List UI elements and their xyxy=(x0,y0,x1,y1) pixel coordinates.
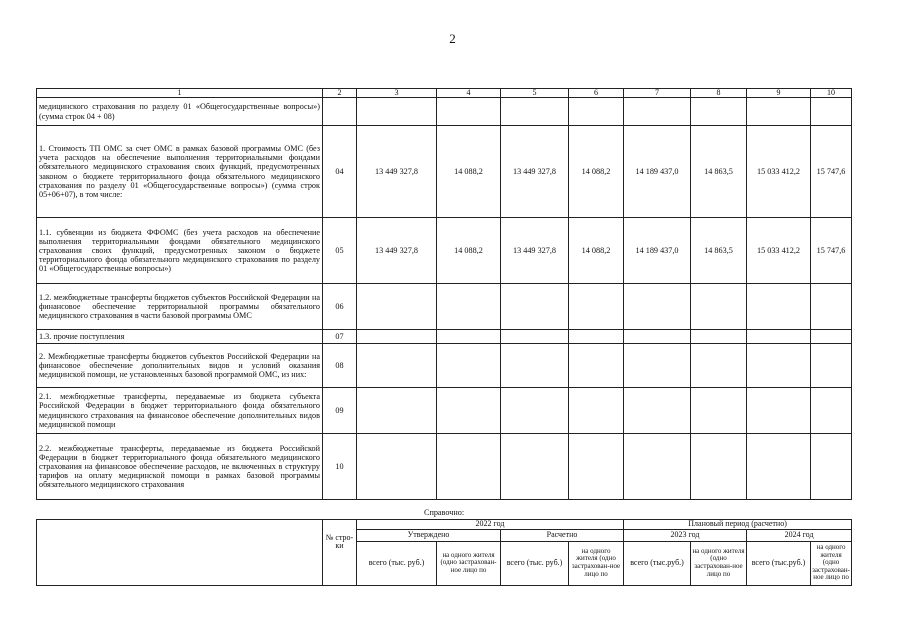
value-cell xyxy=(501,284,569,330)
value-cell: 14 863,5 xyxy=(691,126,747,218)
value-cell: 13 449 327,8 xyxy=(501,218,569,284)
table-row xyxy=(37,98,852,126)
table-row xyxy=(37,218,852,284)
value-cell: 15 747,6 xyxy=(811,218,852,284)
total-header: всего (тыс.руб.) xyxy=(624,541,691,585)
value-cell xyxy=(357,284,437,330)
per-person-header: на одного жителя (одно застрахован-ное лицо по xyxy=(691,541,747,585)
value-cell xyxy=(357,434,437,500)
column-number: 2 xyxy=(323,89,357,98)
total-header: всего (тыс. руб.) xyxy=(501,541,569,585)
financial-table xyxy=(36,88,852,500)
value-cell: 14 863,5 xyxy=(691,218,747,284)
value-cell xyxy=(501,434,569,500)
row-description: 2. Межбюджетные трансферты бюджетов субъектов Российской Федерации на финансовое обеспечение дополнительных видов и условий оказания медицинской помощи, не установленных базовой программой ОМС, из них: xyxy=(37,344,323,388)
row-code: 04 xyxy=(323,126,357,218)
value-cell xyxy=(357,330,437,344)
value-cell xyxy=(811,344,852,388)
value-cell xyxy=(747,98,811,126)
column-number: 3 xyxy=(357,89,437,98)
value-cell xyxy=(747,434,811,500)
value-cell: 14 088,2 xyxy=(569,126,624,218)
value-cell xyxy=(569,388,624,434)
column-number: 8 xyxy=(691,89,747,98)
year-2024-header: 2024 год xyxy=(747,529,852,541)
value-cell xyxy=(691,344,747,388)
value-cell: 14 088,2 xyxy=(569,218,624,284)
value-cell xyxy=(501,98,569,126)
total-header: всего (тыс. руб.) xyxy=(357,541,437,585)
column-number-row xyxy=(37,89,852,98)
table-row xyxy=(37,126,852,218)
value-cell xyxy=(624,344,691,388)
reference-title: Справочно: xyxy=(37,509,852,519)
column-number: 1 xyxy=(37,89,323,98)
value-cell xyxy=(691,388,747,434)
value-cell xyxy=(624,284,691,330)
value-cell xyxy=(811,98,852,126)
row-code xyxy=(323,98,357,126)
value-cell: 14 189 437,0 xyxy=(624,126,691,218)
value-cell xyxy=(569,98,624,126)
value-cell xyxy=(624,330,691,344)
column-number: 4 xyxy=(437,89,501,98)
column-number: 6 xyxy=(569,89,624,98)
planning-period-header: Плановый период (расчетно) xyxy=(624,519,852,529)
value-cell: 13 449 327,8 xyxy=(357,126,437,218)
value-cell: 15 033 412,2 xyxy=(747,218,811,284)
value-cell xyxy=(437,388,501,434)
per-person-header: на одного жителя (одно застрахован-ное лицо по xyxy=(811,541,852,585)
value-cell xyxy=(747,388,811,434)
value-cell: 15 033 412,2 xyxy=(747,126,811,218)
column-number: 5 xyxy=(501,89,569,98)
value-cell xyxy=(811,284,852,330)
value-cell xyxy=(357,344,437,388)
value-cell: 14 189 437,0 xyxy=(624,218,691,284)
column-number: 10 xyxy=(811,89,852,98)
value-cell xyxy=(624,98,691,126)
value-cell xyxy=(501,330,569,344)
value-cell xyxy=(569,284,624,330)
value-cell xyxy=(691,98,747,126)
value-cell xyxy=(437,98,501,126)
row-description: 1.3. прочие поступления xyxy=(37,330,323,344)
value-cell xyxy=(437,284,501,330)
value-cell xyxy=(747,344,811,388)
value-cell xyxy=(691,284,747,330)
value-cell xyxy=(501,388,569,434)
table-row xyxy=(37,330,852,344)
row-code: 07 xyxy=(323,330,357,344)
value-cell xyxy=(624,434,691,500)
per-person-header: на одного жителя (одно застрахован-ное лицо по xyxy=(437,541,501,585)
row-code: 08 xyxy=(323,344,357,388)
value-cell xyxy=(437,344,501,388)
row-code: 06 xyxy=(323,284,357,330)
value-cell xyxy=(747,284,811,330)
value-cell xyxy=(747,330,811,344)
per-person-header: на одного жителя (одно застрахован-ное лицо по xyxy=(569,541,624,585)
value-cell xyxy=(569,344,624,388)
value-cell xyxy=(569,330,624,344)
row-description: 1. Стоимость ТП ОМС за счет ОМС в рамках базовой программы ОМС (без учета расходов на обеспечение выполнения территориальными фондами обязательного медицинского страхования своих функций, предусмотренных законом о бюджете территориального фонда обязательного медицинского страхования по разделу 01 «Общегосударственные вопросы») (сумма строк 05+06+07), в том числе: xyxy=(37,126,323,218)
value-cell xyxy=(569,434,624,500)
value-cell: 14 088,2 xyxy=(437,218,501,284)
value-cell xyxy=(811,330,852,344)
row-code: 10 xyxy=(323,434,357,500)
value-cell: 15 747,6 xyxy=(811,126,852,218)
value-cell: 14 088,2 xyxy=(437,126,501,218)
total-header: всего (тыс.руб.) xyxy=(747,541,811,585)
value-cell xyxy=(811,388,852,434)
year-2022-header: 2022 год xyxy=(357,519,624,529)
row-description: 2.1. межбюджетные трансферты, передаваемые из бюджета субъекта Российской Федерации в бюджет территориального фонда обязательного медицинского страхования на финансовое обеспечение дополнительных видов медицинской помощи xyxy=(37,388,323,434)
value-cell xyxy=(437,330,501,344)
row-description: 1.2. межбюджетные трансферты бюджетов субъектов Российской Федерации на финансовое обеспечение территориальной программы обязательного медицинского страхования в части базовой программы ОМС xyxy=(37,284,323,330)
value-cell xyxy=(691,434,747,500)
value-cell: 13 449 327,8 xyxy=(357,218,437,284)
year-2023-header: 2023 год xyxy=(624,529,747,541)
table-row xyxy=(37,344,852,388)
table-row xyxy=(37,284,852,330)
table-row xyxy=(37,388,852,434)
reference-header-table xyxy=(36,509,852,586)
row-description: медицинского страхования по разделу 01 «Общегосударственные вопросы») (сумма строк 04 + 08) xyxy=(37,98,323,126)
value-cell xyxy=(437,434,501,500)
row-code: 09 xyxy=(323,388,357,434)
value-cell xyxy=(624,388,691,434)
value-cell xyxy=(357,98,437,126)
approved-header: Утверждено xyxy=(357,529,501,541)
reference-label-column xyxy=(37,519,323,585)
row-code: 05 xyxy=(323,218,357,284)
value-cell xyxy=(501,344,569,388)
value-cell xyxy=(357,388,437,434)
table-row xyxy=(37,434,852,500)
value-cell xyxy=(691,330,747,344)
column-number: 7 xyxy=(624,89,691,98)
value-cell: 13 449 327,8 xyxy=(501,126,569,218)
estimated-header: Расчетно xyxy=(501,529,624,541)
row-number-header: № стро-ки xyxy=(323,519,357,585)
value-cell xyxy=(811,434,852,500)
column-number: 9 xyxy=(747,89,811,98)
row-description: 2.2. межбюджетные трансферты, передаваемые из бюджета Российской Федерации в бюджет территориального фонда обязательного медицинского страхования на финансовое обеспечение расходов, не включенных в структуру тарифов на оплату медицинской помощи в рамках базовой программы обязательного медицинского страхования xyxy=(37,434,323,500)
row-description: 1.1. субвенции из бюджета ФФОМС (без учета расходов на обеспечение выполнения территориальными фондами обязательного медицинского страхования своих функций, предусмотренных законом о бюджете территориального фонда обязательного медицинского страхования по разделу 01 «Общегосударственные вопросы») xyxy=(37,218,323,284)
page-number: 2 xyxy=(449,31,456,46)
